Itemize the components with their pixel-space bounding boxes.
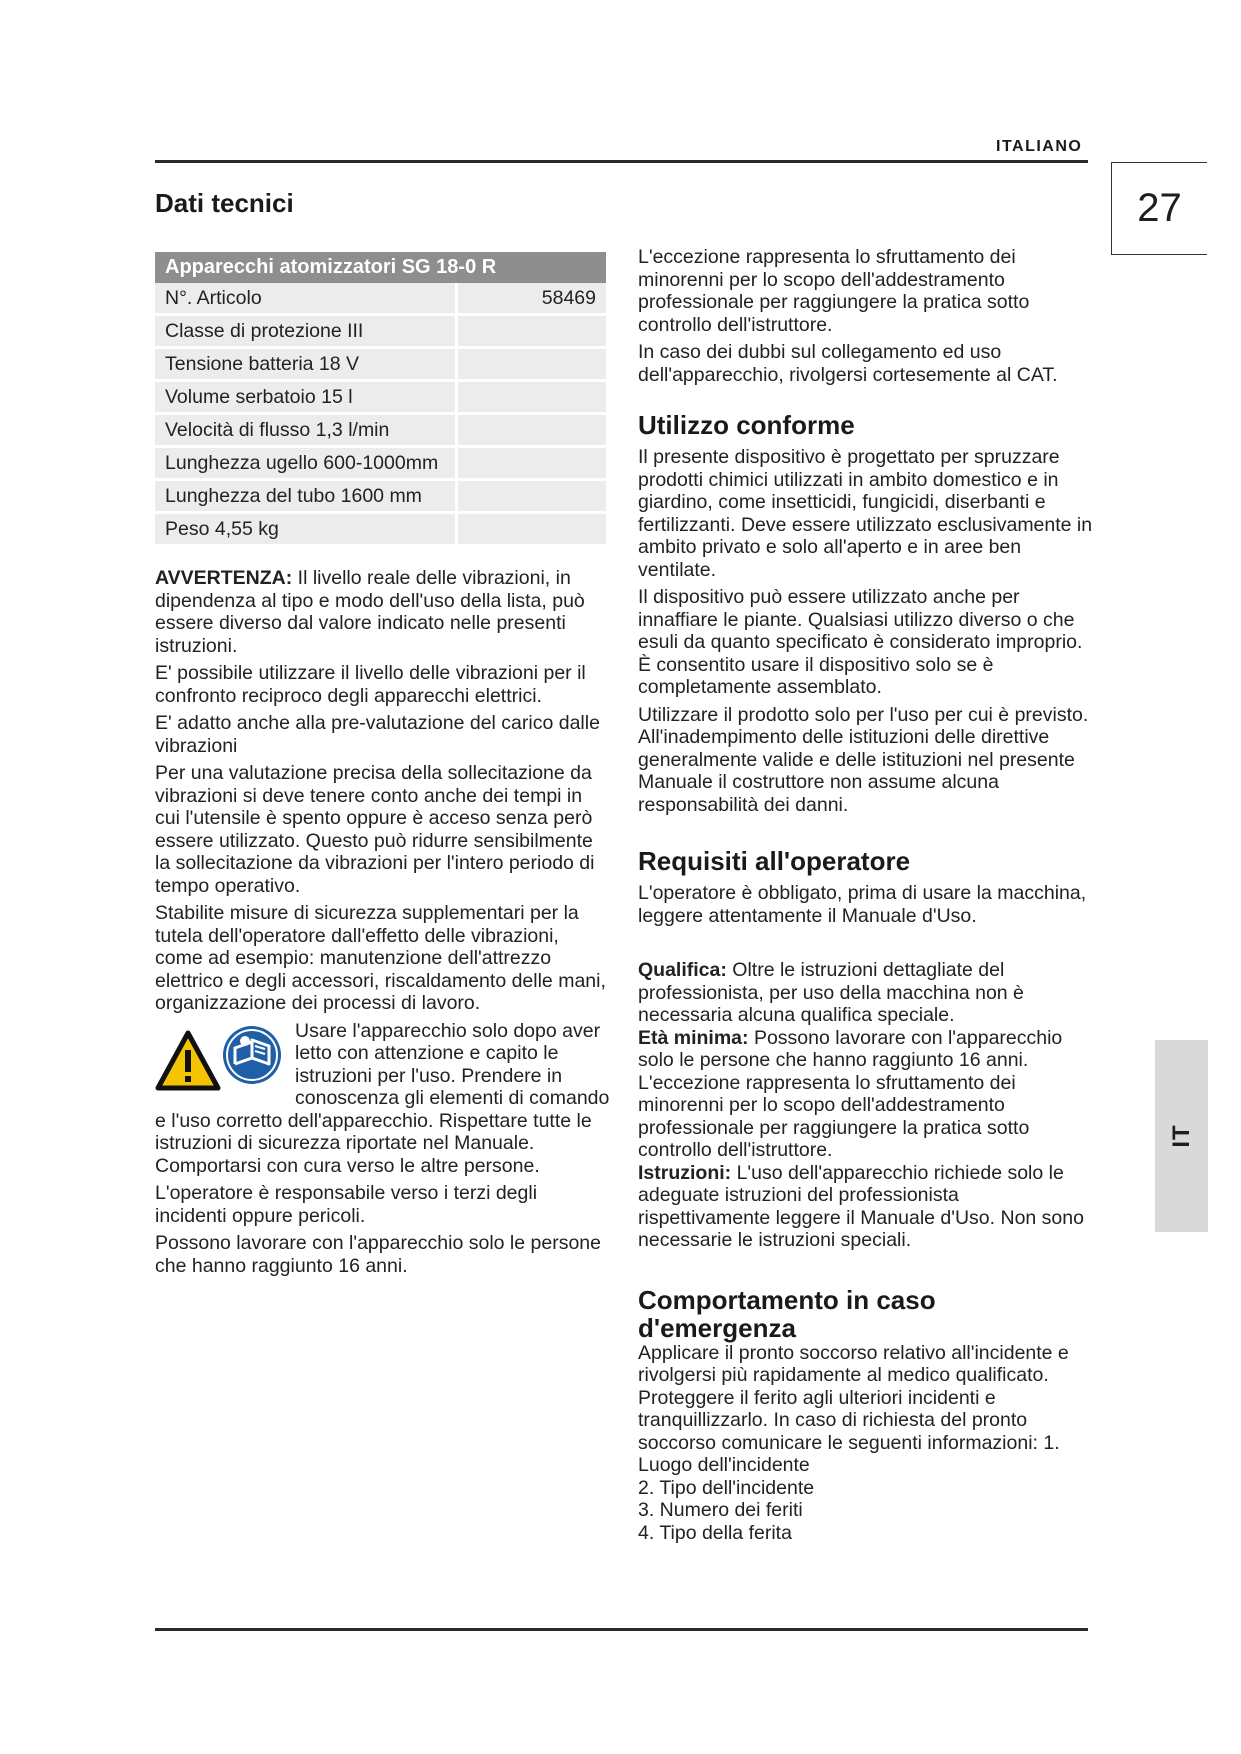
language-side-tab <box>1155 1040 1208 1232</box>
read-manual-icon <box>221 1024 283 1086</box>
paragraph: E' adatto anche alla pre-valutazione del carico dalle vibrazioni <box>155 712 600 757</box>
table-cell-value: 58469 <box>458 283 606 316</box>
left-column <box>155 188 610 1282</box>
table-row <box>155 514 606 547</box>
istruzioni-paragraph <box>638 1162 1093 1252</box>
section-title-dati-tecnici: Dati tecnici <box>155 188 294 218</box>
table-cell-label: N°. Articolo <box>155 283 458 316</box>
paragraph: L'operatore è obbligato, prima di usare la macchina, leggere attentamente il Manuale d'Uso. <box>638 882 1087 927</box>
qualifica-paragraph <box>638 959 1093 1027</box>
table-cell-label: Volume serbatoio 15 l <box>155 382 458 415</box>
table-row <box>155 415 606 448</box>
manual-instruction-block <box>155 1020 610 1178</box>
bottom-rule <box>155 1628 1088 1631</box>
paragraph: Utilizzare il prodotto solo per l'uso per cui è previsto. All'inadempimento delle istituzioni delle direttive generalmente valide e delle istituzioni nel presente Manuale il costruttore non assume alcuna responsabilità dei danni. <box>638 703 1089 816</box>
table-cell-value <box>458 481 606 514</box>
eta-paragraph <box>638 1027 1093 1162</box>
warning-paragraph <box>155 567 610 657</box>
table-row <box>155 283 606 316</box>
eta-label: Età minima: <box>638 1026 749 1049</box>
section-title-emergenza <box>638 1286 1093 1342</box>
table-cell-value <box>458 448 606 481</box>
paragraph: L'operatore è responsabile verso i terzi degli incidenti oppure pericoli. <box>155 1182 538 1227</box>
paragraph: In caso dei dubbi sul collegamento ed uso dell'apparecchio, rivolgersi cortesemente al CAT. <box>638 341 1058 386</box>
paragraph: E' possibile utilizzare il livello delle vibrazioni per il confronto reciproco degli apparecchi elettrici. <box>155 662 586 707</box>
table-cell-label: Tensione batteria 18 V <box>155 349 458 382</box>
table-heading: Apparecchi atomizzatori SG 18-0 R <box>155 252 606 283</box>
table-row <box>155 316 606 349</box>
section-title-requisiti: Requisiti all'operatore <box>638 846 911 876</box>
warning-triangle-icon <box>155 1030 221 1092</box>
paragraph: Usare l'apparecchio solo dopo aver letto con attenzione e capito le istruzioni per l'uso. Prendere in conoscenza gli elementi di comando e l'uso corretto dell'apparecchio. Rispettare tutte le istruzioni di sicurezza riportate nel Manuale. Comportarsi con cura verso le altre persone. <box>155 1019 610 1177</box>
table-row <box>155 481 606 514</box>
table-cell-label: Lunghezza del tubo 1600 mm <box>155 481 458 514</box>
table-row <box>155 382 606 415</box>
table-cell-value <box>458 349 606 382</box>
table-cell-label: Classe di protezione III <box>155 316 458 349</box>
list-item: 3. Numero dei feriti <box>638 1499 803 1521</box>
qualifica-text: Oltre le istruzioni dettagliate del professionista, per uso della macchina non è necessaria alcuna qualifica speciale. <box>638 959 1024 1026</box>
paragraph: Possono lavorare con l'apparecchio solo le persone che hanno raggiunto 16 anni. <box>155 1232 601 1277</box>
table-cell-label: Peso 4,55 kg <box>155 514 458 547</box>
list-item: 4. Tipo della ferita <box>638 1521 792 1544</box>
paragraph: Il dispositivo può essere utilizzato anche per innaffiare le piante. Qualsiasi utilizzo diverso o che esuli da quanto specificato è considerato improprio. È consentito usare il dispositivo solo se è completamente assemblato. <box>638 586 1083 698</box>
paragraph: Il presente dispositivo è progettato per spruzzare prodotti chimici utilizzati in ambito domestico e in giardino, come insetticidi, fungicidi, diserbanti e fertilizzanti. Deve essere utilizzato esclusivamente in ambito privato e solo all'aperto e in aree ben ventilate. <box>638 446 1093 581</box>
qualifica-label: Qualifica: <box>638 959 727 981</box>
table-cell-label: Velocità di flusso 1,3 l/min <box>155 415 458 448</box>
paragraph: Per una valutazione precisa della sollecitazione da vibrazioni si deve tenere conto anche dei tempi in cui l'utensile è spento oppure è acceso senza però essere utilizzato. Questo può ridurre sensibilmente la sollecitazione da vibrazioni per l'intero periodo di tempo operativo. <box>155 762 595 897</box>
section-title-utilizzo: Utilizzo conforme <box>638 410 855 440</box>
istruzioni-text: L'uso dell'apparecchio richiede solo le adeguate istruzioni del professionista rispettivamente leggere il Manuale d'Uso. Non sono necessarie le istruzioni speciali. <box>638 1161 1084 1251</box>
right-column <box>638 246 1093 1544</box>
paragraph: Applicare il pronto soccorso relativo all'incidente e rivolgersi più rapidamente al medico qualificato. Proteggere il ferito agli ulteriori incidenti e tranquillizzarlo. In caso di richiesta del pronto soccorso comunicare le seguenti informazioni: 1. Luogo dell'incidente <box>638 1341 1069 1476</box>
section-title-emergenza-line-1: Comportamento in caso <box>638 1284 936 1315</box>
table-cell-value <box>458 514 606 547</box>
istruzioni-label: Istruzioni: <box>638 1161 732 1184</box>
table-cell-label: Lunghezza ugello 600-1000mm <box>155 448 458 481</box>
language-header: ITALIANO <box>996 138 1083 155</box>
safety-icons <box>155 1024 287 1094</box>
page-number: 27 <box>1111 162 1207 255</box>
table-row <box>155 448 606 481</box>
section-title-emergenza-line-2: d'emergenza <box>638 1312 796 1343</box>
table-cell-value <box>458 415 606 448</box>
eta-text: Possono lavorare con l'apparecchio solo le persone che hanno raggiunto 16 anni. L'eccezione rappresenta lo sfruttamento dei minorenni per lo scopo dell'addestramento professionale per raggiungere la pratica sotto controllo dell'istruttore. <box>638 1026 1063 1161</box>
paragraph: L'eccezione rappresenta lo sfruttamento dei minorenni per lo scopo dell'addestramento professionale per raggiungere la pratica sotto controllo dell'istruttore. <box>638 246 1030 336</box>
paragraph: Stabilite misure di sicurezza supplementari per la tutela dell'operatore dall'effetto delle vibrazioni, come ad esempio: manutenzione dell'attrezzo elettrico e degli accessori, riscaldamento delle mani, organizzazione dei processi di lavoro. <box>155 902 606 1014</box>
list-item: 2. Tipo dell'incidente <box>638 1476 815 1499</box>
technical-data-table <box>155 252 606 547</box>
table-row <box>155 349 606 382</box>
warning-label: AVVERTENZA: <box>155 567 293 589</box>
table-cell-value <box>458 316 606 349</box>
language-side-tab-label: IT <box>1167 1124 1195 1148</box>
warning-text: Il livello reale delle vibrazioni, in dipendenza al tipo e modo dell'uso della lista, può essere diverso dal valore indicato nelle presenti istruzioni. <box>155 567 585 657</box>
top-rule <box>155 160 1088 163</box>
table-cell-value <box>458 382 606 415</box>
